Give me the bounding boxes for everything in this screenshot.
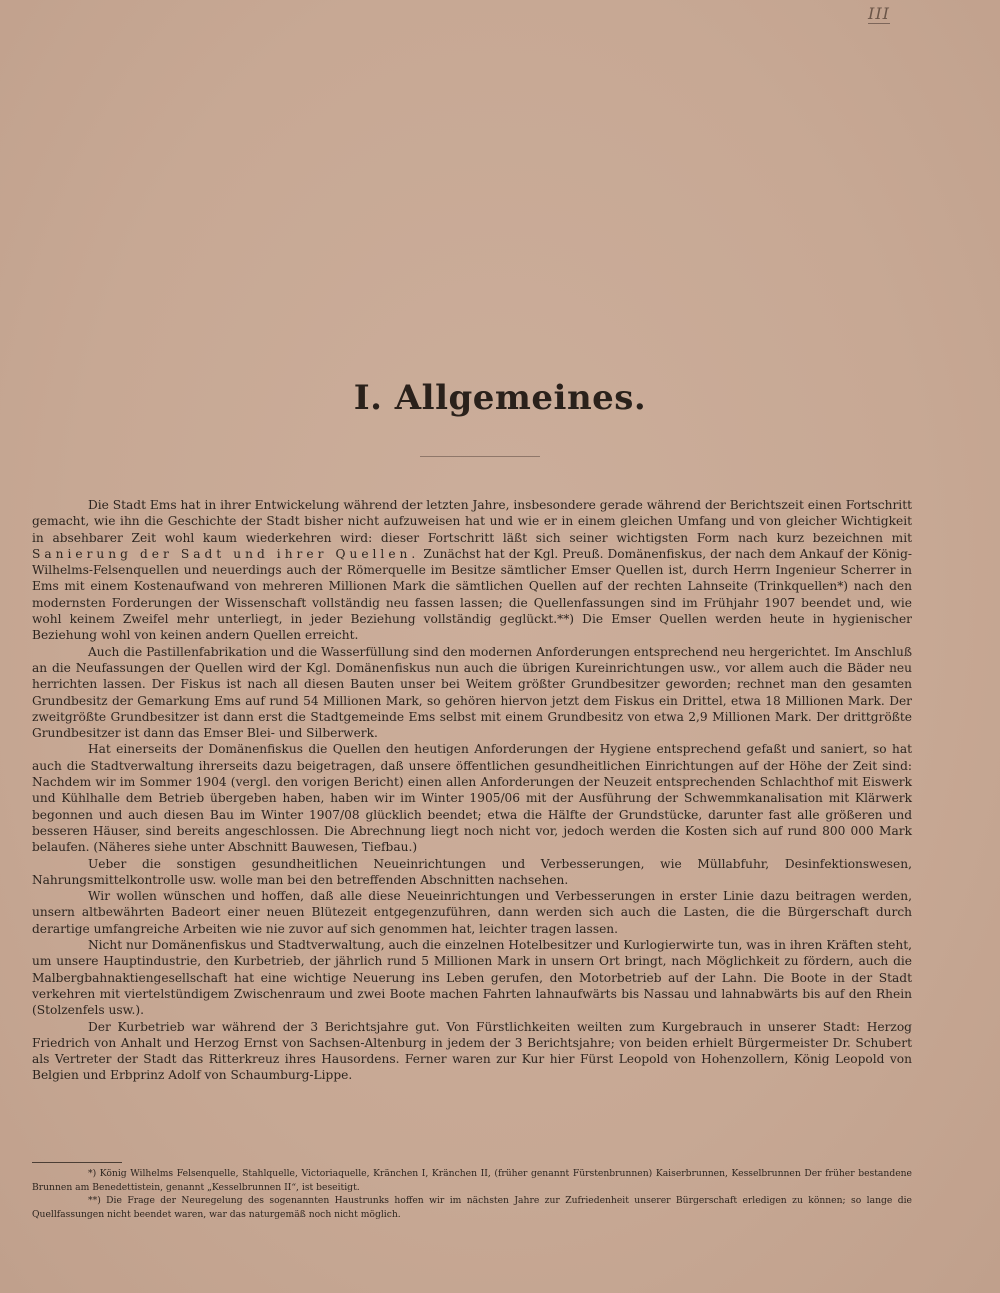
paragraph: Der Kurbetrieb war während der 3 Berichtsjahre gut. Von Fürstlichkeiten weilten zum Kurgebrauch in unserer Stadt: Herzog Friedrich von Anhalt und Herzog Ernst von Sachsen-Altenburg in jedem der 3 Berichtsjahre; von beiden erhielt Bürgermeister Dr. Schubert als Vertreter der Stadt das Ritterkreuz ihres Hausordens. Ferner waren zur Kur hier Fürst Leopold von Hohenzollern, König Leopold von Belgien und Erbprinz Adolf von Schaumburg-Lippe. (32, 1019, 912, 1083)
body-text (32, 497, 912, 1084)
footnotes (32, 1167, 912, 1221)
paragraph-text: Zunächst hat der Kgl. Preuß. Domänenfiskus, der nach dem Ankauf der König-Wilhelms-Felsenquellen und neuerdings auch der Römerquelle im Besitze sämtlicher Emser Quellen ist, durch Herrn Ingenieur Scherrer in Ems mit einem Kostenaufwand von mehreren Millionen Mark die sämtlichen Quellen auf der rechten Lahnseite (Trinkquellen*) nach den modernsten Forderungen der Wissenschaft vollständig neu fassen lassen; die Quellenfassungen sind im Frühjahr 1907 beendet und, wie wohl keinem Zweifel mehr unterliegt, in jeder Beziehung vollständig geglückt.**) Die Emser Quellen werden heute in hygienischer Beziehung wohl von keinen andern Quellen erreicht. (32, 546, 912, 643)
footnote: **) Die Frage der Neuregelung des sogenannten Haustrunks hoffen wir im nächsten Jahre zur Zufriedenheit unserer Bürgerschaft erledigen zu können; so lange die Quellfassungen nicht beendet waren, war das naturgemäß noch nicht möglich. (32, 1195, 912, 1220)
footnote: *) König Wilhelms Felsenquelle, Stahlquelle, Victoriaquelle, Kränchen I, Kränchen II, (früher genannt Fürstenbrunnen) Kaiserbrunnen, Kesselbrunnen Der früher bestandene Brunnen am Benedettistein, genannt „Kesselbrunnen II“, ist beseitigt. (32, 1168, 912, 1193)
paragraph-text: Die Stadt Ems hat in ihrer Entwickelung während der letzten Jahre, insbesondere gerade während der Berichtszeit einen Fortschritt gemacht, wie ihn die Geschichte der Stadt bisher nicht aufzuweisen hat und wie er in einem gleichen Umfang und von gleicher Wichtigkeit in absehbarer Zeit wohl kaum wiederkehren wird: dieser Fortschritt läßt sich seiner wichtigsten Form nach kurz bezeichnen mit (32, 498, 912, 545)
paragraph (32, 497, 912, 644)
emphasized-text: Sanierung der Sadt und ihrer Quellen. (32, 546, 420, 561)
footnote-divider (32, 1162, 122, 1163)
paragraph: Ueber die sonstigen gesundheitlichen Neueinrichtungen und Verbesserungen, wie Müllabfuhr, Desinfektionswesen, Nahrungsmittelkontrolle usw. wolle man bei den betreffenden Abschnitten nachsehen. (32, 856, 912, 887)
heading-divider (420, 456, 540, 457)
paragraph: Nicht nur Domänenfiskus und Stadtverwaltung, auch die einzelnen Hotelbesitzer und Kurlogierwirte tun, was in ihren Kräften steht, um unsere Hauptindustrie, den Kurbetrieb, der jährlich rund 5 Millionen Mark in unsern Ort bringt, nach Möglichkeit zu fördern, auch die Malbergbahnaktiengesellschaft hat eine wichtige Neuerung ins Leben gerufen, den Motorbetrieb auf der Lahn. Die Boote in der Stadt verkehren mit viertelstündigem Zwischenraum und zwei Boote machen Fahrten lahnaufwärts bis Nassau und lahnabwärts bis auf den Rhein (Stolzenfels usw.). (32, 938, 912, 1018)
paragraph: Wir wollen wünschen und hoffen, daß alle diese Neueinrichtungen und Verbesserungen in erster Linie dazu beitragen werden, unsern altbewährten Badeort einer neuen Blütezeit entgegenzuführen, dann werden sich auch die Lasten, die die Bürgerschaft durch derartige umfangreiche Arbeiten wie nie zuvor auf sich genommen hat, leichter tragen lassen. (32, 889, 912, 936)
page-number: III (868, 4, 890, 23)
section-heading: I. Allgemeines. (353, 378, 647, 418)
paragraph: Hat einerseits der Domänenfiskus die Quellen den heutigen Anforderungen der Hygiene entsprechend gefaßt und saniert, so hat auch die Stadtverwaltung ihrerseits dazu beigetragen, daß unsere öffentlichen gesundheitlichen Einrichtungen auf der Höhe der Zeit sind: Nachdem wir im Sommer 1904 (vergl. den vorigen Bericht) einen allen Anforderungen der Neuzeit entsprechenden Schlachthof mit Eiswerk und Kühlhalle dem Betrieb übergeben haben, haben wir im Winter 1905/06 mit der Ausführung der Schwemmkanalisation mit Klärwerk begonnen und auch diesen Bau im Winter 1907/08 glücklich beendet; etwa die Hälfte der Grundstücke, darunter fast alle größeren und besseren Häuser, sind bereits angeschlossen. Die Abrechnung liegt noch nicht vor, jedoch werden die Kosten sich auf rund 800 000 Mark belaufen. (Näheres siehe unter Abschnitt Bauwesen, Tiefbau.) (32, 742, 912, 855)
paragraph: Auch die Pastillenfabrikation und die Wasserfüllung sind den modernen Anforderungen entsprechend neu hergerichtet. Im Anschluß an die Neufassungen der Quellen wird der Kgl. Domänenfiskus nun auch die übrigen Kureinrichtungen usw., vor allem auch die Bäder neu herrichten lassen. Der Fiskus ist nach all diesen Bauten unser bei Weitem größter Grundbesitzer geworden; rechnet man den gesamten Grundbesitz der Gemarkung Ems auf rund 54 Millionen Mark, so gehören hiervon jetzt dem Fiskus ein Drittel, etwa 18 Millionen Mark. Der zweitgrößte Grundbesitzer ist dann erst die Stadtgemeinde Ems selbst mit einem Grundbesitz von etwa 2,9 Millionen Mark. Der drittgrößte Grundbesitzer ist dann das Emser Blei- und Silberwerk. (32, 644, 912, 741)
